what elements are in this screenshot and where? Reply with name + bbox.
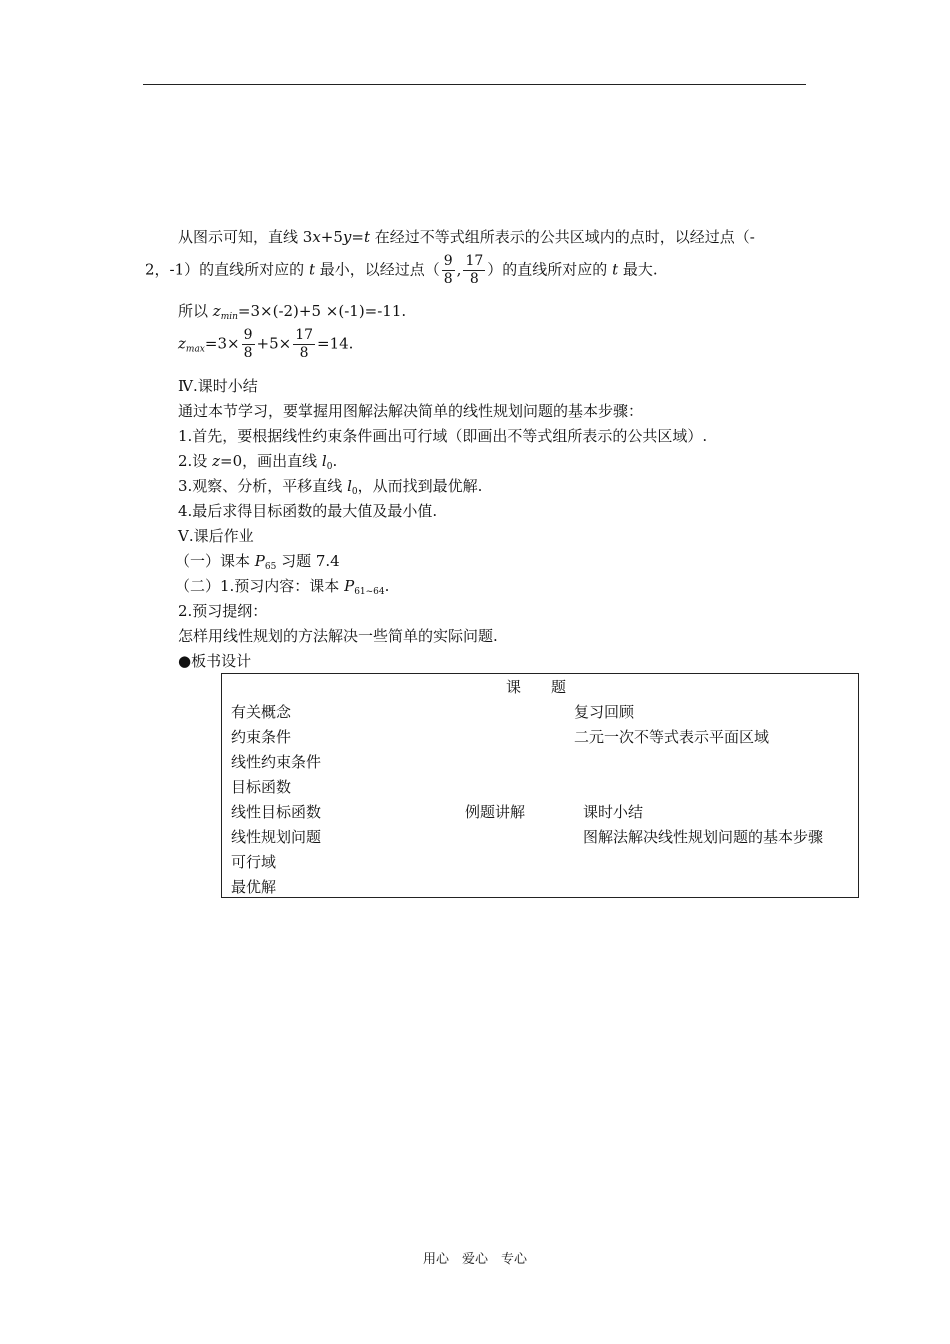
homework-2: [175, 576, 389, 602]
var-p: P: [254, 552, 265, 570]
board-right-item: 二元一次不等式表示平面区域: [574, 728, 770, 746]
fraction-9-8: [242, 327, 255, 362]
text: =14.: [317, 334, 354, 353]
step-1: 1.首先，要根据线性约束条件画出可行域（即画出不等式组所表示的公共区域）.: [178, 427, 708, 445]
text: =3×(-2)+5 ×(-1)=-11.: [237, 302, 407, 320]
board-left-item: 线性规划问题: [231, 828, 322, 846]
denominator: 8: [443, 271, 453, 287]
subscript: 0: [351, 487, 358, 497]
text: 在经过不等式组所表示的公共区域内的点时，以经过点（-: [370, 228, 755, 246]
step-4: 4.最后求得目标函数的最大值及最小值.: [178, 502, 438, 520]
text: 所以: [178, 302, 213, 320]
var-z: z: [178, 334, 186, 353]
var-z: z: [212, 302, 221, 320]
text: .: [384, 577, 390, 595]
numerator: 17: [295, 327, 314, 343]
subscript: max: [185, 344, 205, 355]
text: 从图示可知，直线: [178, 228, 303, 246]
text: =3×: [204, 334, 240, 353]
var-z: z: [212, 452, 220, 470]
text: =0，画出直线: [220, 452, 322, 470]
board-design-title: ●板书设计: [178, 652, 252, 670]
board-left-item: 有关概念: [231, 703, 292, 721]
text: ，从而找到最优解.: [357, 477, 483, 495]
conclusion-line-2: [145, 253, 658, 288]
text: +5: [320, 228, 343, 246]
text: ,: [456, 260, 462, 279]
board-right-item: 课时小结: [583, 803, 644, 821]
numerator: 17: [465, 253, 484, 269]
page-footer: 用心 爱心 专心: [422, 1252, 527, 1267]
text: +5×: [256, 334, 292, 353]
text: （二）1.预习内容：课本: [175, 577, 345, 595]
section-4-title: Ⅳ.课时小结: [178, 377, 258, 395]
text: 3.观察、分析，平移直线: [178, 477, 348, 495]
homework-1: [175, 551, 340, 577]
zmax-line: [178, 327, 353, 362]
board-left-item: 目标函数: [231, 778, 292, 796]
numerator: 9: [243, 327, 253, 343]
text: 2，-1）的直线所对应的: [145, 260, 309, 279]
denominator: 8: [243, 345, 253, 361]
fraction-17-8: [463, 253, 485, 288]
homework-4: 怎样用线性规划的方法解决一些简单的实际问题.: [178, 627, 498, 645]
text: （一）课本: [175, 552, 255, 570]
text: 2.设: [178, 452, 213, 470]
text: =: [351, 228, 364, 246]
text: 习题 7.4: [276, 552, 340, 570]
text: .: [332, 452, 338, 470]
board-middle-label: 例题讲解: [465, 803, 526, 821]
board-left-item: 最优解: [231, 878, 277, 896]
header-rule: [143, 84, 806, 85]
board-right-item: 图解法解决线性规划问题的基本步骤: [583, 828, 824, 846]
var-l: l: [321, 452, 327, 470]
step-3: [178, 476, 482, 502]
fraction-9-8: [442, 253, 455, 288]
board-design-box: [221, 673, 859, 898]
homework-3: 2.预习提纲：: [178, 602, 268, 620]
text: 最大.: [618, 260, 658, 279]
conclusion-line-1: [178, 227, 755, 247]
subscript: 65: [264, 562, 277, 572]
board-left-item: 可行域: [231, 853, 277, 871]
var-t: t: [612, 260, 619, 279]
subscript: 0: [326, 462, 333, 472]
denominator: 8: [469, 271, 479, 287]
var-x: x: [312, 228, 321, 246]
var-p: P: [344, 577, 355, 595]
section-5-title: Ⅴ.课后作业: [178, 527, 254, 545]
board-left-item: 约束条件: [231, 728, 292, 746]
denominator: 8: [299, 345, 309, 361]
subscript: min: [220, 312, 238, 322]
board-left-item: 线性约束条件: [231, 753, 322, 771]
numerator: 9: [443, 253, 453, 269]
var-y: y: [342, 228, 352, 246]
zmin-line: [178, 301, 406, 327]
fraction-17-8: [293, 327, 315, 362]
board-heading: 课 题: [506, 678, 567, 696]
text: ）的直线所对应的: [487, 260, 613, 279]
var-t: t: [363, 228, 371, 246]
text: 最小，以经过点（: [314, 260, 440, 279]
board-left-item: 线性目标函数: [231, 803, 322, 821]
board-right-item: 复习回顾: [574, 703, 635, 721]
var-l: l: [347, 477, 352, 495]
subscript: 61~64: [354, 587, 385, 597]
text: 3: [302, 228, 313, 246]
summary-intro: 通过本节学习，要掌握用图解法解决简单的线性规划问题的基本步骤：: [178, 402, 644, 420]
step-2: [178, 451, 337, 477]
var-t: t: [308, 260, 315, 279]
